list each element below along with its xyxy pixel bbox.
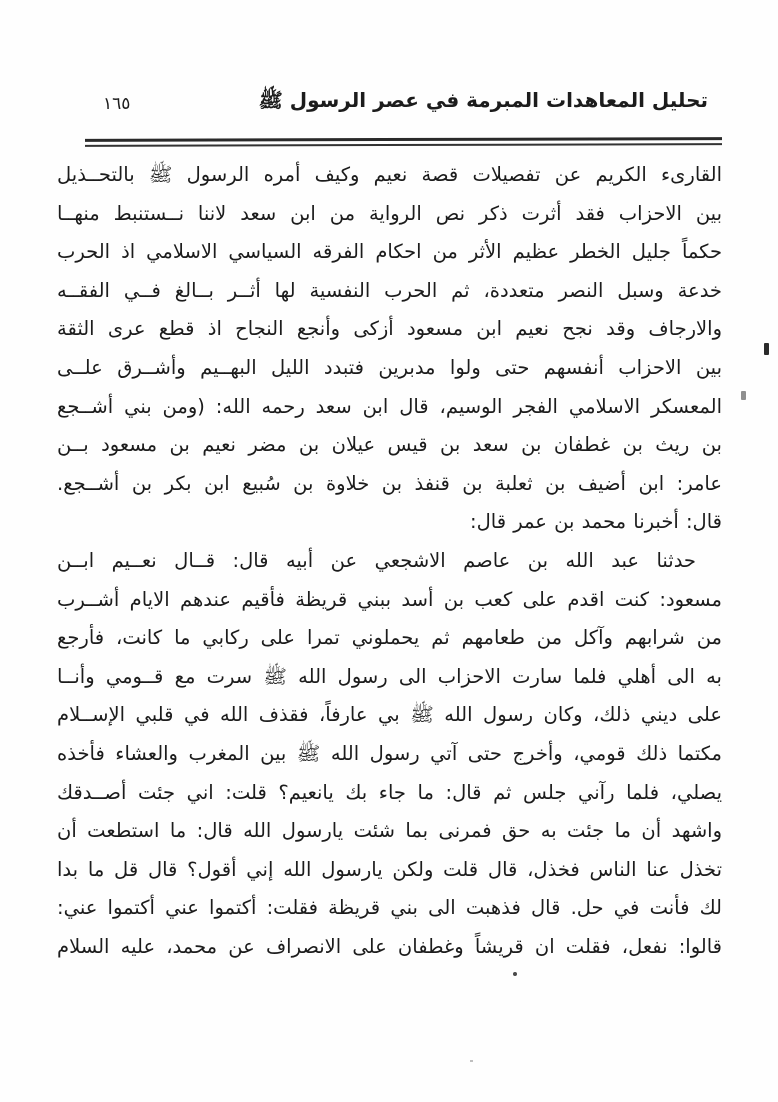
body-text	[57, 156, 722, 966]
text-line: بن ريث بن غطفان بن سعد بن قيس عيلان بن مضر نعيم بن مسعود بــن	[57, 433, 722, 457]
scan-speck	[513, 972, 517, 976]
text-line: من شرابهم وآكل من طعامهم ثم يحملوني تمرا على ركابي ما كانت، فأرجع	[57, 626, 722, 650]
text-line: بين الاحزاب أنفسهم حتى ولوا مدبرين فتبدد الليل البهــيم وأشــرق علــى	[57, 355, 722, 379]
text-line: تخذل عنا الناس فخذل، قال قلت ولكن يارسول الله إني أقول؟ قال قل ما بدا	[57, 857, 722, 881]
text-line: بين الاحزاب فقد أثرت ذكر نص الرواية من ابن سعد لاننا نــستنبط منهــا	[57, 201, 722, 225]
text-line: حكماً جليل الخطر عظيم الأثر من احكام الفرقه السياسي الاسلامي اذ الحرب	[57, 240, 722, 264]
text-line: المعسكر الاسلامي الفجر الوسيم، قال ابن سعد رحمه الله: (ومن بني أشــجع	[57, 394, 722, 418]
text-line-paragraph-start: حدثنا عبد الله بن عاصم الاشجعي عن أبيه قال: قــال نعــيم ابــن	[57, 548, 696, 572]
text-line: لك فأنت في حل. قال فذهبت الى بني قريظة فقلت: أكتموا عني أكتموا عني:	[57, 896, 722, 920]
header-divider-rule	[85, 137, 722, 147]
text-line: والارجاف وقد نجح نعيم ابن مسعود أزكى وأنجع النجاح اذ قطع عرى الثقة	[57, 317, 722, 341]
text-line: عامر: ابن أضيف بن ثعلبة بن قنفذ بن خلاوة بن سُبيع ابن بكر بن أشــجع.	[57, 471, 722, 495]
text-line-isnad: قال: أخبرنا محمد بن عمر قال:	[470, 510, 722, 534]
text-line: مسعود: كنت اقدم على كعب بن أسد ببني قريظة فأقيم عندهم الايام أشــرب	[57, 587, 722, 611]
text-line: به الى أهلي فلما سارت الاحزاب الى رسول الله ﷺ سرت مع قــومي وأنــا	[57, 664, 722, 688]
page-title: تحليل المعاهدات المبرمة في عصر الرسول ﷺ	[258, 88, 708, 112]
text-line: مكتما ذلك قومي، وأخرج حتى آتي رسول الله ﷺ بين المغرب والعشاء فأخذه	[57, 741, 722, 765]
text-line: على ديني ذلك، وكان رسول الله ﷺ بي عارفاً، فقذف الله في قلبي الإســلام	[57, 703, 722, 727]
scan-speck	[764, 343, 769, 355]
scan-speck	[741, 391, 746, 400]
text-line: يصلي، فلما رآني جلس ثم قال: ما جاء بك يانعيم؟ قلت: اني جئت أصــدقك	[57, 780, 722, 804]
text-line: القارىء الكريم عن تفصيلات قصة نعيم وكيف أمره الرسول ﷺ بالتحــذيل	[57, 163, 722, 186]
page-number: ١٦٥	[103, 94, 131, 114]
scan-speck	[470, 1060, 473, 1062]
text-line: خدعة وسبل النصر متعددة، ثم الحرب النفسية لها أثــر بــالغ فــي الفقــه	[57, 278, 722, 302]
text-line: واشهد أن ما جئت به حق فمرنى بما شئت يارسول الله قال: ما استطعت أن	[57, 819, 722, 843]
text-line: قالوا: نفعل، فقلت ان قريشاً وغطفان على الانصراف عن محمد، عليه السلام	[57, 934, 722, 958]
